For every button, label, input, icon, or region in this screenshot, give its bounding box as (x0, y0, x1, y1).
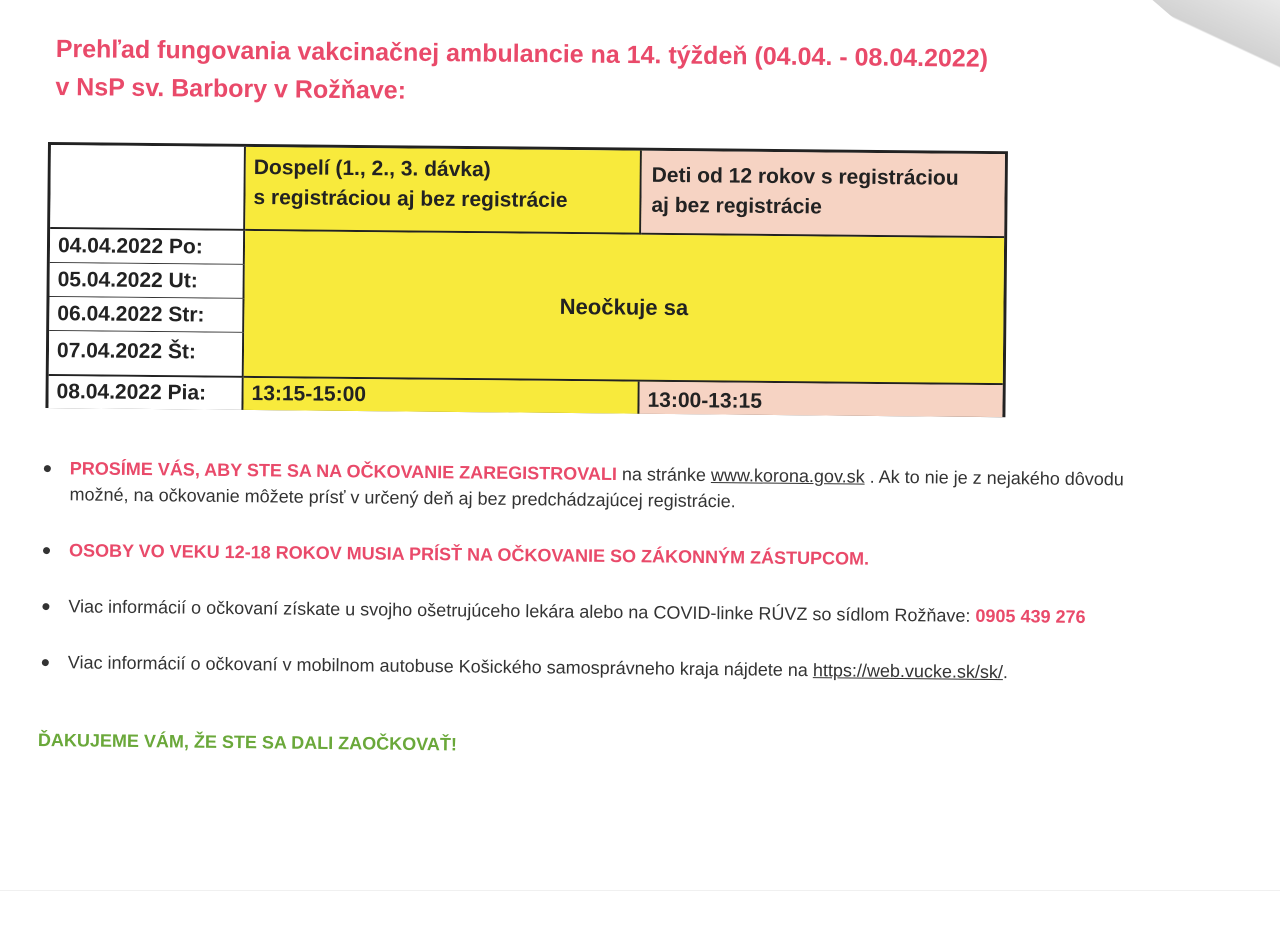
registration-notice: PROSÍME VÁS, ABY STE SA NA OČKOVANIE ZAREGISTROVALI (69, 458, 617, 485)
header-adults-title: Dospelí (1., 2., 3. dávka) (253, 155, 491, 182)
vucke-link[interactable]: https://web.vucke.sk/sk/ (812, 660, 1004, 683)
friday-adults-time: 13:15-15:00 (243, 378, 639, 414)
row-date-monday: 04.04.2022 Po: (50, 229, 245, 265)
folded-corner (1110, 0, 1280, 110)
closed-cell (244, 231, 1004, 385)
list-item (38, 593, 1168, 631)
header-kids-title: Deti od 12 rokov s registráciou (651, 163, 959, 190)
header-empty-cell (50, 145, 246, 231)
phone-number: 0905 439 276 (975, 605, 1086, 627)
header-adults (245, 147, 642, 235)
list-item (39, 537, 1169, 575)
title-line-2: v NsP sv. Barbory v Rožňave: (55, 72, 407, 105)
closed-text: Neočkuje sa (559, 293, 689, 320)
friday-kids-time: 13:00-13:15 (639, 382, 1002, 417)
header-kids (641, 151, 1005, 238)
thank-you-note: ĎAKUJEME VÁM, ŽE STE SA DALI ZAOČKOVAŤ! (37, 730, 457, 755)
text: Viac informácií o očkovaní získate u svojho ošetrujúceho lekára alebo na COVID-linke RÚVZ so sídlom Rožňave: (68, 596, 976, 626)
text: . Ak to nie je z nejakého dôvodu možné, na očkovanie môžete prísť v určený deň aj bez predchádzajúcej registrácie. (69, 466, 1124, 512)
list-item (38, 649, 1168, 687)
row-date-thursday: 07.04.2022 Št: (49, 331, 244, 378)
list-item (39, 455, 1169, 519)
guardian-notice: OSOBY VO VEKU 12-18 ROKOV MUSIA PRÍSŤ NA OČKOVANIE SO ZÁKONNÝM ZÁSTUPCOM. (68, 540, 870, 569)
text: Viac informácií o očkovaní v mobilnom autobuse Košického samosprávneho kraja nájdete na (67, 652, 813, 681)
header-adults-subtitle: s registráciou aj bez registrácie (253, 185, 568, 212)
info-list (37, 455, 1170, 717)
text: na stránke (616, 464, 712, 486)
row-date-friday: 08.04.2022 Pia: (48, 376, 243, 410)
row-date-tuesday: 05.04.2022 Ut: (50, 263, 245, 299)
schedule-table (45, 142, 1008, 417)
korona-link[interactable]: www.korona.gov.sk (710, 465, 865, 487)
title-line-1: Prehľad fungovania vakcinačnej ambulancie na 14. týždeň (04.04. - 08.04.2022) (55, 34, 989, 73)
row-date-wednesday: 06.04.2022 Str: (49, 297, 244, 333)
header-kids-subtitle: aj bez registrácie (651, 193, 822, 219)
scan-edge-line (0, 890, 1280, 891)
page-title (55, 30, 1076, 117)
text: . (1002, 662, 1009, 683)
